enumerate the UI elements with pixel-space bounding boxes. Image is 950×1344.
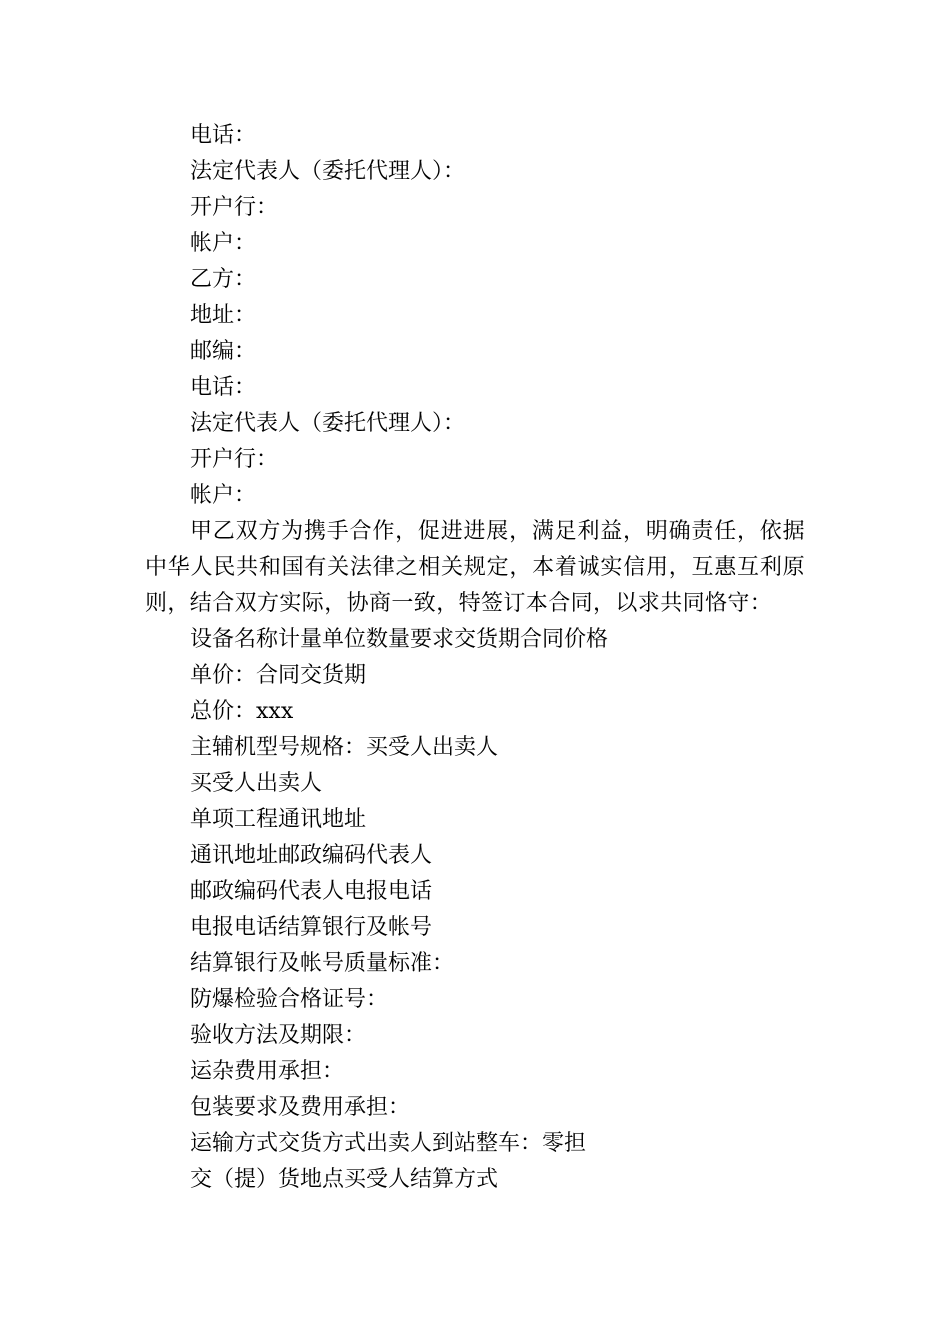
line-model-spec: 主辅机型号规格：买受人出卖人 — [190, 735, 499, 760]
line-project-address: 单项工程通讯地址 — [190, 807, 367, 832]
line-phone-a: 电话： — [190, 123, 257, 148]
line-account-a: 帐户： — [190, 231, 257, 256]
line-total-price: 总价：xxx — [190, 699, 294, 724]
line-postcode-b: 邮编： — [190, 339, 257, 364]
line-telegram-bank: 电报电话结算银行及帐号 — [190, 915, 433, 940]
preamble-paragraph: 甲乙双方为携手合作，促进进展，满足利益，明确责任，依据中华人民共和国有关法律之相关规定，本着诚实信用，互惠互利原则，结合双方实际，协商一致，特签订本合同，以求共同恪守： — [145, 519, 805, 616]
line-equipment-header: 设备名称计量单位数量要求交货期合同价格 — [190, 627, 609, 652]
line-bank-b: 开户行： — [190, 447, 279, 472]
line-account-b: 帐户： — [190, 483, 257, 508]
line-address-postcode: 通讯地址邮政编码代表人 — [190, 843, 433, 868]
line-acceptance: 验收方法及期限： — [190, 1023, 367, 1048]
line-postcode-telegram: 邮政编码代表人电报电话 — [190, 879, 433, 904]
line-transport: 运输方式交货方式出卖人到站整车：零担 — [190, 1131, 587, 1156]
line-party-b: 乙方： — [190, 267, 257, 292]
line-bank-a: 开户行： — [190, 195, 279, 220]
document-body — [145, 118, 805, 1198]
line-unit-price: 单价：合同交货期 — [190, 663, 367, 688]
line-buyer-seller: 买受人出卖人 — [190, 771, 323, 796]
line-legal-rep-b: 法定代表人（委托代理人）： — [190, 411, 466, 436]
line-bank-quality: 结算银行及帐号质量标准： — [190, 951, 455, 976]
line-packaging: 包装要求及费用承担： — [190, 1095, 411, 1120]
line-legal-rep-a: 法定代表人（委托代理人）： — [190, 159, 466, 184]
line-delivery-place: 交（提）货地点买受人结算方式 — [190, 1167, 499, 1192]
line-explosion-proof: 防爆检验合格证号： — [190, 987, 389, 1012]
line-phone-b: 电话： — [190, 375, 257, 400]
line-freight: 运杂费用承担： — [190, 1059, 345, 1084]
line-address-b: 地址： — [190, 303, 257, 328]
